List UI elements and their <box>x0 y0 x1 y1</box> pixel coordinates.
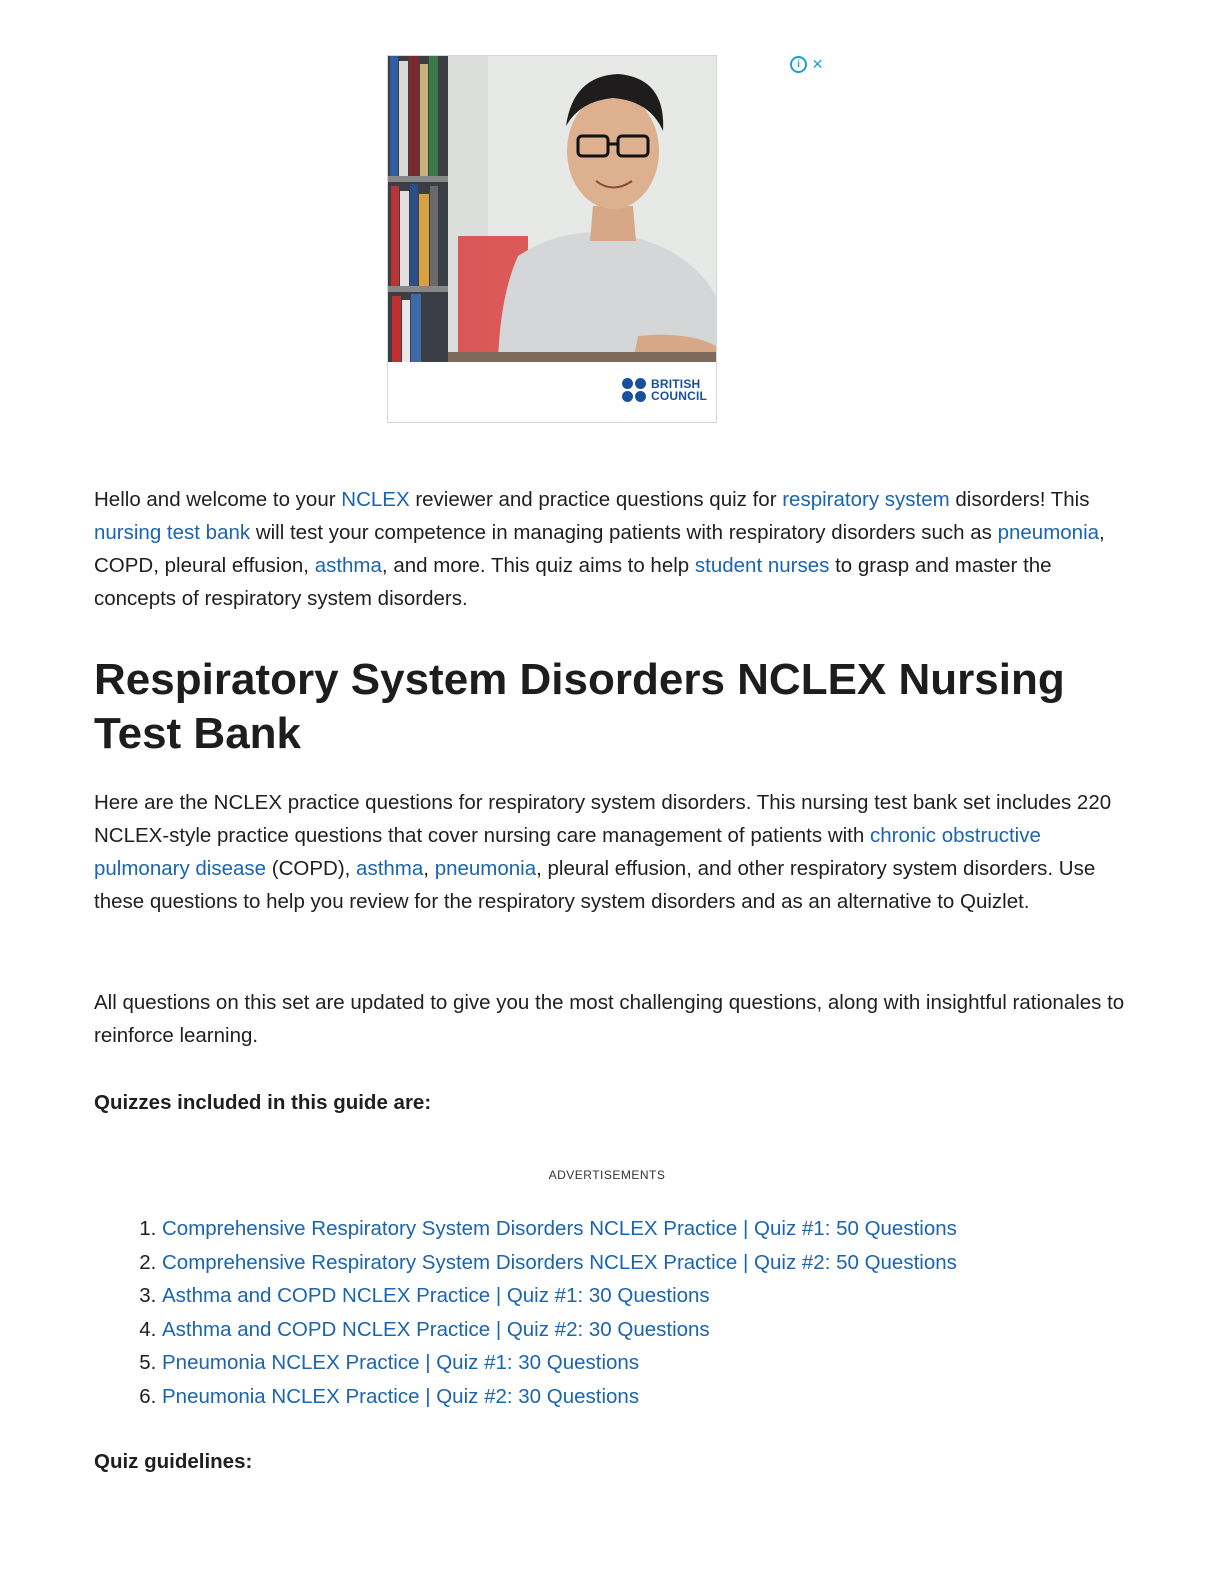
pneumonia-link[interactable]: pneumonia <box>997 521 1100 544</box>
overview-text-2: (COPD), <box>266 857 357 880</box>
close-icon: ✕ <box>811 56 824 72</box>
advertisement[interactable] <box>387 55 717 423</box>
advertisements-label: ADVERTISEMENTS <box>548 1168 666 1182</box>
nclex-link[interactable]: NCLEX <box>341 488 410 511</box>
updates-paragraph: All questions on this set are updated to give you the most challenging questions, along with insightful rationales to reinforce learning. <box>94 991 1125 1047</box>
copd-link[interactable]: chronic obstructive pulmonary disease <box>94 824 1041 880</box>
nursing-test-bank-link[interactable]: nursing test bank <box>94 521 251 544</box>
overview-text-4: , pleural effusion, and other respiratory system disorders. Use these questions to help you review for the respiratory system disorders and as an alternative to Quizlet. <box>94 857 1096 913</box>
logo-line-1: BRITISH <box>651 377 701 391</box>
quiz-link-5[interactable]: Pneumonia NCLEX Practice | Quiz #1: 30 Questions <box>162 1351 640 1375</box>
quiz-link-4[interactable]: Asthma and COPD NCLEX Practice | Quiz #2: 30 Questions <box>162 1317 710 1341</box>
list-item <box>162 1246 957 1280</box>
ad-photo[interactable] <box>388 56 716 362</box>
quiz-link-3[interactable]: Asthma and COPD NCLEX Practice | Quiz #1: 30 Questions <box>162 1284 710 1308</box>
quizzes-heading: Quizzes included in this guide are: <box>94 1091 432 1114</box>
intro-text-2: reviewer and practice questions quiz for <box>409 488 783 511</box>
asthma-link[interactable]: asthma <box>314 554 382 577</box>
pneumonia-link-2[interactable]: pneumonia <box>434 857 537 880</box>
logo-line-2: COUNCIL <box>651 389 708 403</box>
page-title: Respiratory System Disorders NCLEX Nursing Test Bank <box>94 655 1065 758</box>
ad-close-button[interactable] <box>808 55 827 74</box>
list-item <box>162 1380 957 1414</box>
student-nurses-link[interactable]: student nurses <box>694 554 830 577</box>
quiz-link-1[interactable]: Comprehensive Respiratory System Disorders NCLEX Practice | Quiz #1: 50 Questions <box>162 1217 957 1240</box>
intro-text-6: , and more. This quiz aims to help <box>381 554 695 577</box>
intro-text-1: Hello and welcome to your <box>94 488 342 511</box>
quiz-link-6[interactable]: Pneumonia NCLEX Practice | Quiz #2: 30 Questions <box>162 1384 640 1408</box>
british-council-logo <box>622 378 707 402</box>
quiz-link-2[interactable]: Comprehensive Respiratory System Disorders NCLEX Practice | Quiz #2: 50 Questions <box>162 1250 957 1274</box>
intro-text-5: , COPD, pleural effusion, <box>94 521 1105 577</box>
list-item <box>162 1346 957 1380</box>
intro-text-7: to grasp and master the concepts of respiratory system disorders. <box>94 554 1052 610</box>
info-icon: i <box>790 56 807 73</box>
overview-paragraph <box>94 786 1134 918</box>
logo-dots-icon <box>622 378 646 402</box>
guidelines-heading: Quiz guidelines: <box>94 1450 253 1473</box>
intro-text-3: disorders! This <box>949 488 1090 511</box>
list-item <box>162 1313 957 1347</box>
overview-text-1: Here are the NCLEX practice questions for respiratory system disorders. This nursing test bank set includes 220 NCLEX-style practice questions that cover nursing care management of patients with <box>94 791 1112 847</box>
intro-paragraph <box>94 483 1134 615</box>
ad-photo-illustration <box>388 56 716 362</box>
ad-controls <box>783 55 827 93</box>
ad-info-button[interactable] <box>789 55 808 74</box>
asthma-link-2[interactable]: asthma <box>356 857 424 880</box>
respiratory-system-link[interactable]: respiratory system <box>782 488 950 511</box>
list-item <box>162 1279 957 1313</box>
list-item <box>162 1212 957 1246</box>
intro-text-4: will test your competence in managing patients with respiratory disorders such as <box>250 521 998 544</box>
quiz-list <box>134 1212 957 1414</box>
overview-text-3: , <box>423 857 435 880</box>
